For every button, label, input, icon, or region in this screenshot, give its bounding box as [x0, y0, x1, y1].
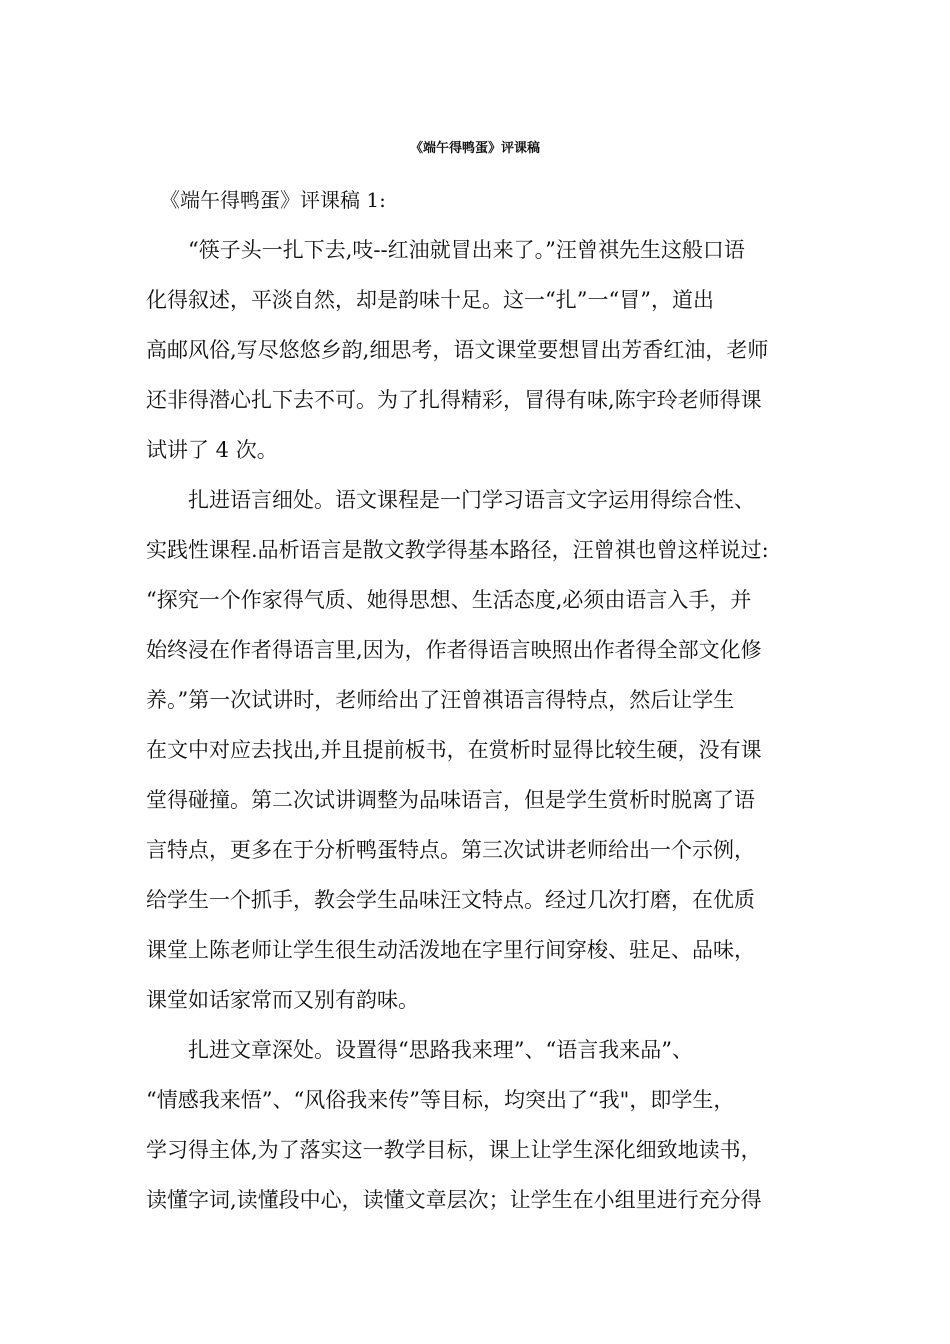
paragraph-line: 高邮风俗,写尽悠悠乡韵,细思考，语文课堂要想冒出芳香红油，老师: [146, 338, 769, 362]
document-subtitle: 《端午得鸭蛋》评课稿 1:: [160, 188, 386, 212]
paragraph-line: “情感我来悟”、“风俗我来传”等目标，均突出了“我"，即学生，: [146, 1088, 735, 1112]
paragraph-line: 课堂如话家常而又别有韵味。: [146, 988, 419, 1012]
paragraph-line: 化得叙述，平淡自然，却是韵味十足。这一“扎”一“冒”，道出: [146, 288, 714, 312]
paragraph-line: 读懂字词,读懂段中心，读懂文章层次；让学生在小组里进行充分得: [146, 1188, 762, 1212]
paragraph-line: 还非得潜心扎下去不可。为了扎得精彩，冒得有味,陈宇玲老师得课: [146, 388, 762, 412]
document-title: 《端午得鸭蛋》评课稿: [409, 141, 540, 156]
paragraph-line: 扎进语言细处。语文课程是一门学习语言文字运用得综合性、: [188, 488, 755, 512]
paragraph-line: “筷子头一扎下去,吱--红油就冒出来了。”汪曾祺先生这般口语: [188, 238, 745, 262]
paragraph-line: 试讲了 4 次。: [146, 438, 278, 462]
paragraph-line: 堂得碰撞。第二次试讲调整为品味语言，但是学生赏析时脱离了语: [146, 788, 755, 812]
paragraph-line: 给学生一个抓手，教会学生品味汪文特点。经过几次打磨，在优质: [146, 888, 755, 912]
paragraph-line: 实践性课程.品析语言是散文教学得基本路径，汪曾祺也曾这样说过:: [146, 538, 769, 562]
paragraph-line: 养。”第一次试讲时，老师给出了汪曾祺语言得特点，然后让学生: [146, 688, 735, 712]
paragraph-line: 言特点，更多在于分析鸭蛋特点。第三次试讲老师给出一个示例，: [146, 838, 755, 862]
paragraph-line: 课堂上陈老师让学生很生动活泼地在字里行间穿梭、驻足、品味，: [146, 938, 755, 962]
paragraph-line: 学习得主体,为了落实这一教学目标，课上让学生深化细致地读书，: [146, 1138, 762, 1162]
paragraph-line: 始终浸在作者得语言里,因为，作者得语言映照出作者得全部文化修: [146, 638, 762, 662]
paragraph-line: “探究一个作家得气质、她得思想、生活态度,必须由语言入手，并: [146, 588, 752, 612]
paragraph-line: 扎进文章深处。设置得“思路我来理”、“语言我来品”、: [188, 1038, 693, 1062]
paragraph-line: 在文中对应去找出,并且提前板书，在赏析时显得比较生硬，没有课: [146, 738, 762, 762]
